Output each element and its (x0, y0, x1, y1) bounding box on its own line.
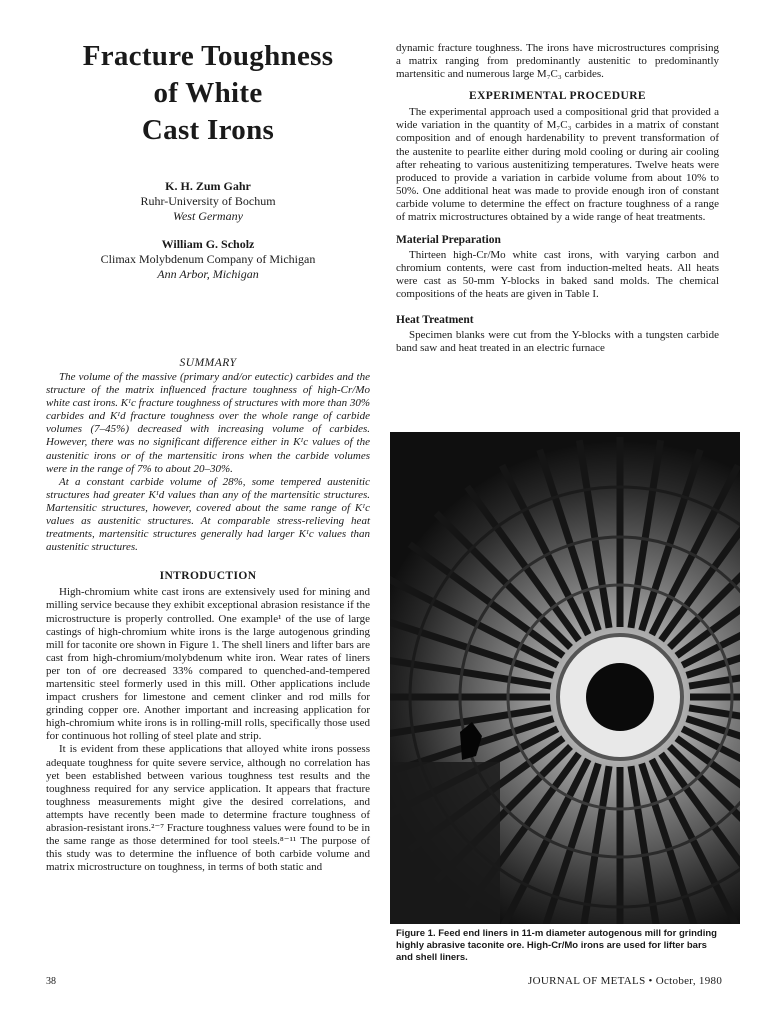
title-line-1: Fracture Toughness (82, 40, 334, 72)
author-affiliation: Climax Molybdenum Company of Michigan (100, 252, 316, 266)
journal-footer: JOURNAL OF METALS • October, 1980 (528, 975, 723, 987)
author-affiliation: Ruhr-University of Bochum (140, 194, 276, 208)
introduction-heading: INTRODUCTION (159, 570, 257, 583)
author-2 (46, 237, 370, 282)
left-column (46, 38, 370, 874)
author-name: K. H. Zum Gahr (165, 179, 251, 193)
page-number: 38 (46, 976, 56, 987)
summary-section (46, 357, 370, 554)
introduction-paragraph: It is evident from these applications that alloyed white irons possess adequate toughness for quite severe service, although no correlation has yet been established between various toughness test results and the toughness required for any service application. It appears that fracture toughness measurements might give the desired correlations, and attempts have recently been made to determine fracture toughness of abrasion-resistant irons.²⁻⁷ Fracture toughness values were found to be in the same range as those determined for tool steels.⁸⁻¹¹ The purpose of this study was to determine the influence of both carbide volume and matrix microstructure on toughness, in terms of both static and (46, 743, 370, 874)
continuation-paragraph: dynamic fracture toughness. The irons have microstructures comprising a matrix ranging from predominantly austenitic to predominantly martensitic and numerous large M₇C₃ carbides. (396, 42, 719, 81)
article-title (46, 38, 370, 149)
material-prep-paragraph: Thirteen high-Cr/Mo white cast irons, with varying carbon and chromium contents, were cast from induction-melted heats. All heats were cast as 50-mm Y-blocks in baked sand molds. The chemical compositions of the heats are given in Table I. (396, 249, 719, 301)
material-prep-heading: Material Preparation (396, 234, 501, 247)
summary-heading: SUMMARY (179, 357, 237, 369)
author-list (46, 179, 370, 282)
heat-treatment-paragraph: Specimen blanks were cut from the Y-blocks with a tungsten carbide band saw and heat treated in an electric furnace (396, 328, 719, 354)
author-location: West Germany (173, 209, 243, 223)
title-line-3: Cast Irons (141, 114, 275, 146)
author-location: Ann Arbor, Michigan (157, 267, 259, 281)
experimental-heading: EXPERIMENTAL PROCEDURE (469, 90, 646, 103)
author-name: William G. Scholz (161, 237, 255, 251)
experimental-paragraph: The experimental approach used a compositional grid that provided a wide variation in the quantity of M₇C₃ carbides in a matrix of constant composition and of enough hardenability to prevent transformation of the austenite to pearlite either during mold cooling or during air cooling after reheating to various austenitizing temperatures. Twelve heats were produced to provide a variation in carbide volume from about 10% to 50%. One additional heat was made to provide enough iron of constant carbide volume to determine the effect on fracture toughness of a range of matrix microstructures obtained by a wide range of heat treatments. (396, 106, 719, 224)
summary-paragraph: At a constant carbide volume of 28%, some tempered austenitic structures had greater Kᴵd values than any of the martensitic structures. Martensitic structures, however, covered about the same range of Kᴵc values as austenitic structures. At comparable stress-relieving heat treatments, martensitic structures generally had larger Kᴵc values than austenitic structures. (46, 475, 370, 554)
figure-1-photo (390, 432, 740, 924)
introduction-section (46, 570, 370, 874)
summary-paragraph: The volume of the massive (primary and/or eutectic) carbides and the structure of the matrix influenced fracture toughness of high-Cr/Mo white cast irons. Kᴵc fracture toughness of structures with more than 30% carbides and Kᴵd fracture toughness over the whole range of carbide volumes (7–45%) decreased with increasing volume of carbides. However, there was no significant difference either in Kᴵc values of the austenitic irons or of the martensitic irons when the carbide volumes were in the range of 7% to about 20–30%. (46, 371, 370, 475)
author-1 (46, 179, 370, 224)
grinding-mill-image (390, 432, 740, 924)
figure-caption: Figure 1. Feed end liners in 11-m diameter autogenous mill for grinding highly abrasive taconite ore. High-Cr/Mo irons are used for lifter bars and shell liners. (396, 928, 717, 963)
title-line-2: of White (153, 77, 263, 109)
right-column (396, 42, 719, 355)
heat-treatment-heading: Heat Treatment (396, 313, 474, 326)
introduction-paragraph: High-chromium white cast irons are extensively used for mining and milling service because they exhibit exceptional abrasion resistance if the microstructure is properly controlled. One example¹ of the use of large castings of high-chromium white irons is the large autogenous grinding mill for taconite ore shown in Figure 1. The shell liners and lifter bars are cast from high-chromium/molybdenum white iron. Wear rates of liners per ton of ore decreased 33% compared to quenched-and-tempered martensitic steel formerly used in this mill. Other applications include impact crushers for limestone and cement clinker and rod mills for grinding copper ore. Another important and increasing application for high-chromium white irons is in rolling-mill rolls, specifically those used for continuous hot rolling of steel plate and strip. (46, 586, 370, 743)
